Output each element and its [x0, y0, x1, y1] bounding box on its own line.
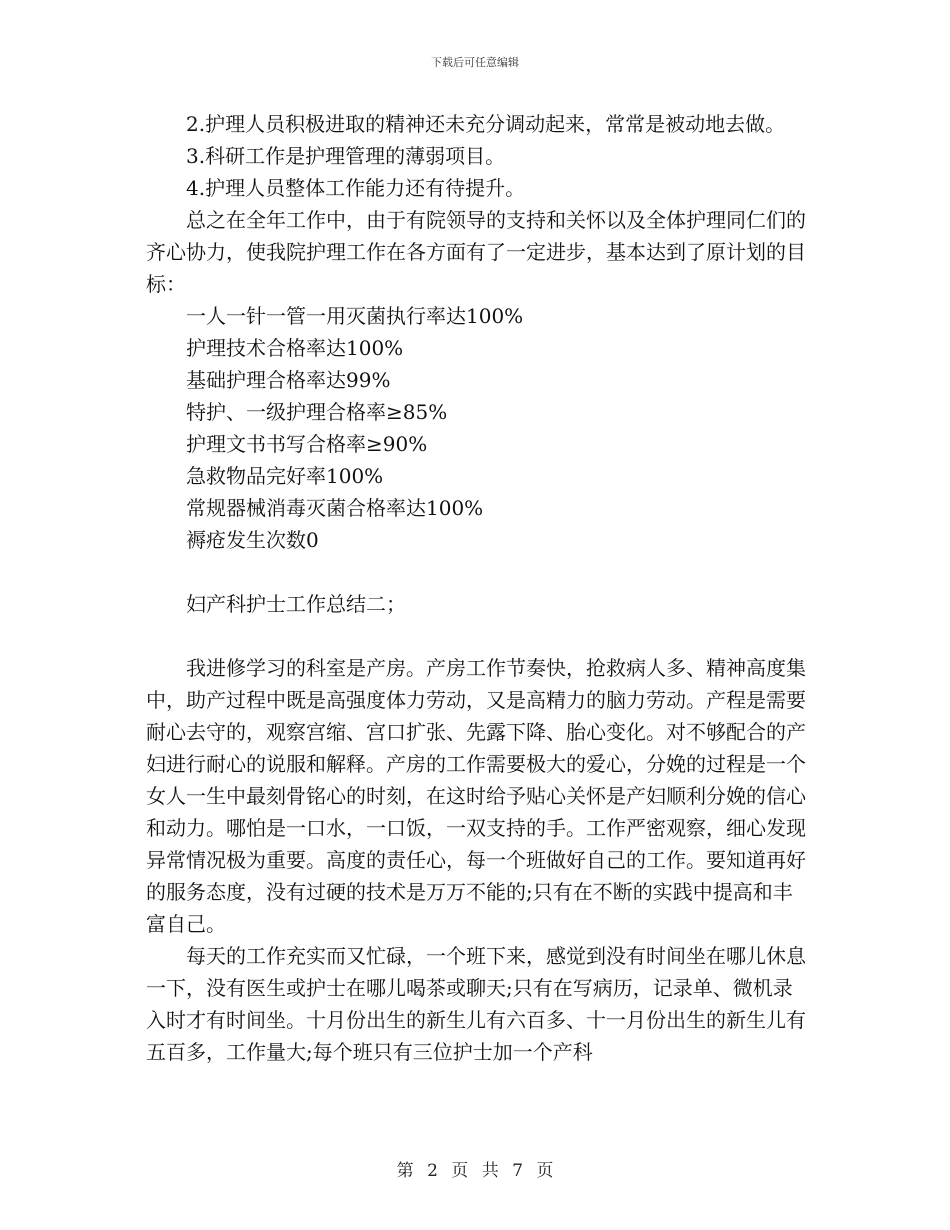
paragraph-item-3: 3.科研工作是护理管理的薄弱项目。	[186, 144, 506, 168]
target-line-2: 护理技术合格率达100%	[186, 336, 404, 360]
page-footer: 第 2 页 共 7 页	[396, 1161, 554, 1181]
blank-line	[146, 620, 806, 652]
document-body	[146, 108, 806, 1068]
blank-line	[146, 556, 806, 588]
target-line-4: 特护、一级护理合格率≥85%	[186, 400, 448, 424]
target-line-3: 基础护理合格率达99%	[186, 368, 391, 392]
target-line-8: 褥疮发生次数0	[186, 528, 319, 552]
paragraph-daily-work: 每天的工作充实而又忙碌，一个班下来，感觉到没有时间坐在哪儿休息一下，没有医生或护士在哪儿喝茶或聊天;只有在写病历，记录单、微机录入时才有时间坐。十月份出生的新生儿有六百多、十一月份出生的新生儿有五百多，工作量大;每个班只有三位护士加一个产科	[146, 944, 806, 1064]
target-line-1: 一人一针一管一用灭菌执行率达100%	[186, 304, 524, 328]
target-line-7: 常规器械消毒灭菌合格率达100%	[186, 496, 484, 520]
section-title: 妇产科护士工作总结二；	[186, 592, 406, 616]
paragraph-item-2: 2.护理人员积极进取的精神还未充分调动起来，常常是被动地去做。	[186, 112, 786, 136]
target-line-5: 护理文书书写合格率≥90%	[186, 432, 428, 456]
paragraph-summary: 总之在全年工作中，由于有院领导的支持和关怀以及全体护理同仁们的齐心协力，使我院护理工作在各方面有了一定进步，基本达到了原计划的目标：	[146, 208, 806, 296]
page-header: 下载后可任意编辑	[431, 56, 519, 69]
paragraph-item-4: 4.护理人员整体工作能力还有待提升。	[186, 176, 526, 200]
target-line-6: 急救物品完好率100%	[186, 464, 384, 488]
paragraph-delivery-room: 我进修学习的科室是产房。产房工作节奏快，抢救病人多、精神高度集中，助产过程中既是高强度体力劳动，又是高精力的脑力劳动。产程是需要耐心去守的，观察宫缩、宫口扩张、先露下降、胎心变化。对不够配合的产妇进行耐心的说服和解释。产房的工作需要极大的爱心，分娩的过程是一个女人一生中最刻骨铭心的时刻，在这时给予贴心关怀是产妇顺利分娩的信心和动力。哪怕是一口水，一口饭，一双支持的手。工作严密观察，细心发现异常情况极为重要。高度的责任心，每一个班做好自己的工作。要知道再好的服务态度，没有过硬的技术是万万不能的;只有在不断的实践中提高和丰富自己。	[146, 656, 806, 936]
